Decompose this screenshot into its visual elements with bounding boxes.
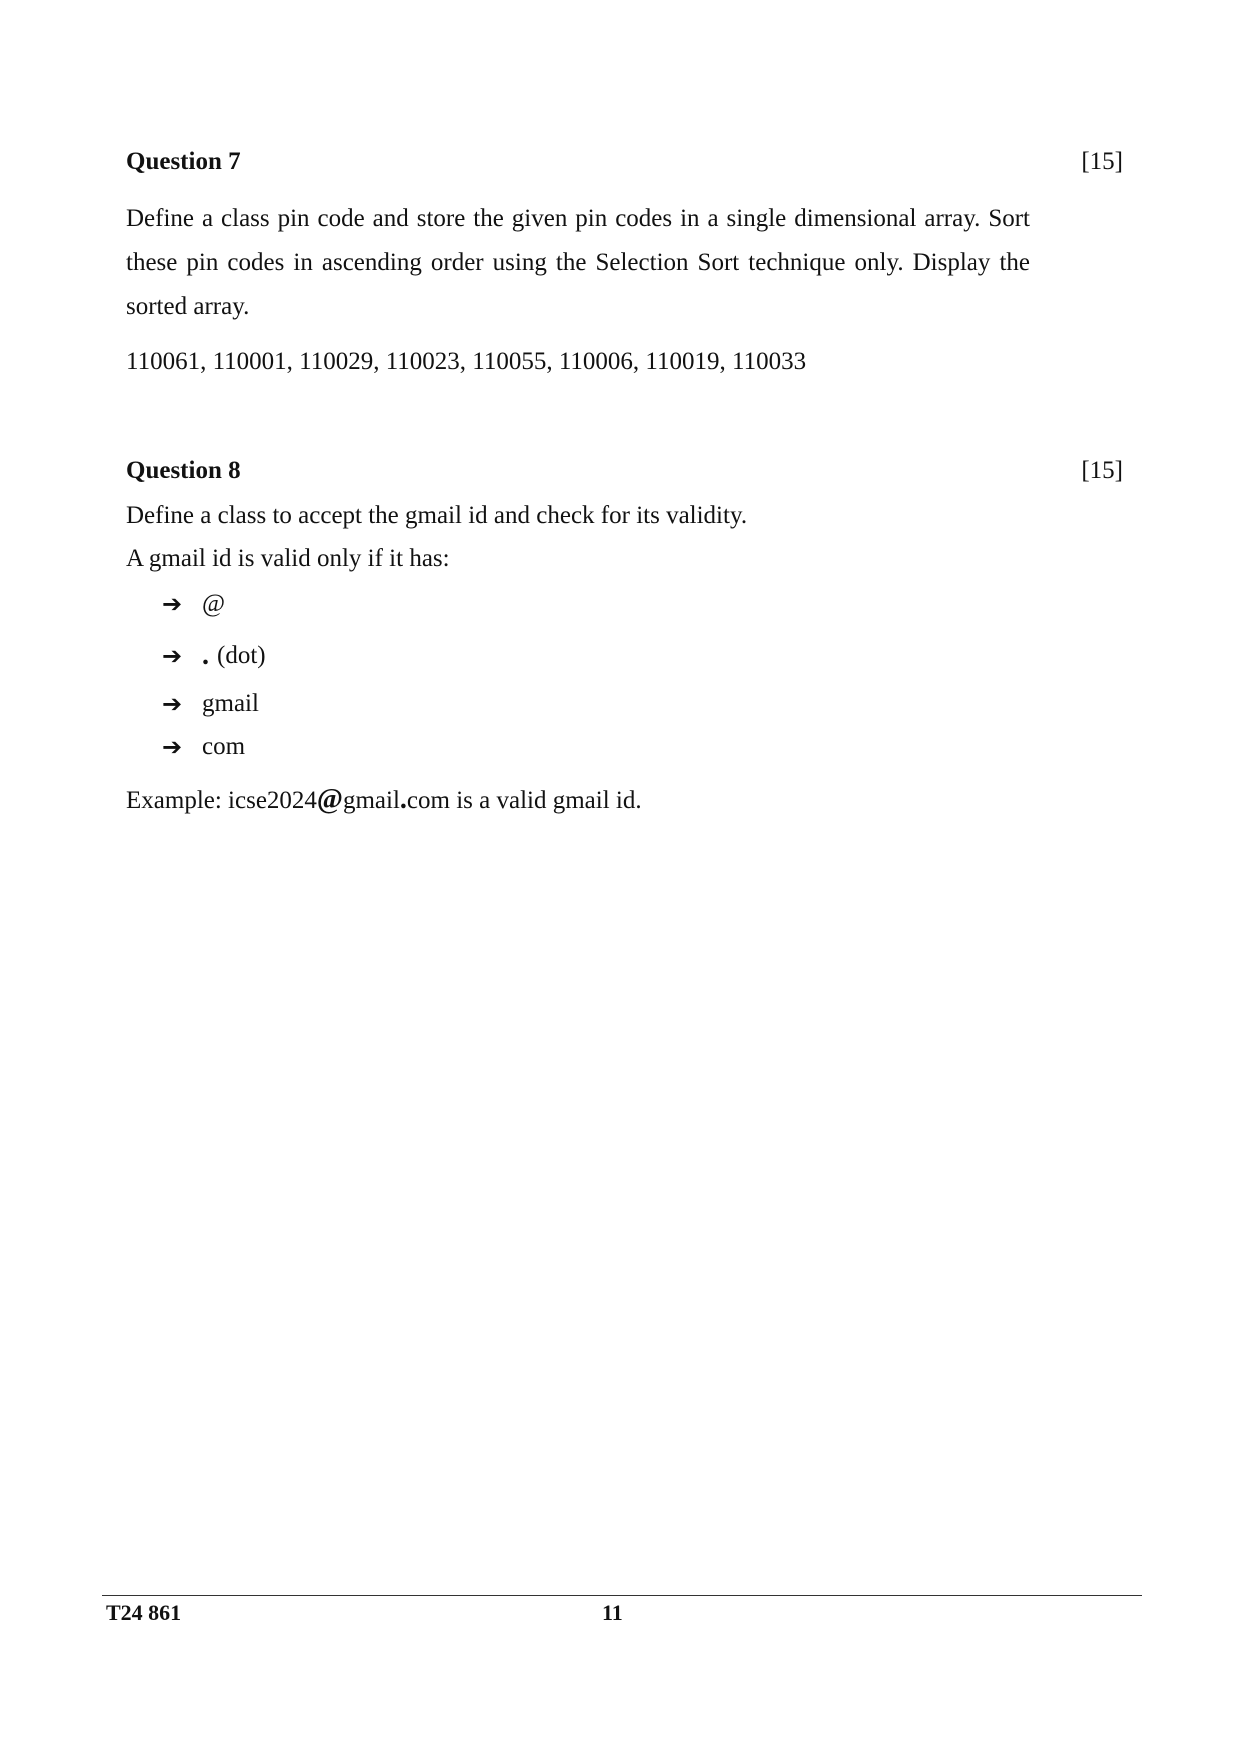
question-8-marks: [15] <box>1081 457 1123 484</box>
arrow-right-icon: ➔ <box>162 690 183 718</box>
condition-com-text: com <box>202 733 246 760</box>
condition-item-com <box>162 733 245 761</box>
footer-page-number: 11 <box>602 1600 623 1625</box>
condition-at-text: @ <box>202 590 226 617</box>
question-8-heading <box>126 457 1123 485</box>
question-7-heading <box>126 148 1123 176</box>
question-7-text: Define a class pin code and store the given pin codes in a single dimensional array. Sort these pin codes in ascending order using the Selection Sort technique only. Display the sorted array. <box>126 205 1030 320</box>
condition-item-dot <box>162 640 266 672</box>
question-8-title: Question 8 <box>126 457 241 484</box>
condition-dot-symbol: . <box>202 640 209 671</box>
condition-gmail-text: gmail <box>202 690 259 717</box>
footer-divider <box>102 1595 1142 1596</box>
question-8-line-2: A gmail id is valid only if it has: <box>126 545 450 572</box>
question-7-title: Question 7 <box>126 148 241 175</box>
example-suffix: com is a valid gmail id. <box>406 787 642 814</box>
question-8-line-1: Define a class to accept the gmail id and check for its validity. <box>126 502 748 529</box>
arrow-right-icon: ➔ <box>162 590 183 618</box>
condition-item-at <box>162 590 225 618</box>
question-7-pin-codes: 110061, 110001, 110029, 110023, 110055, 110006, 110019, 110033 <box>126 348 807 375</box>
example-prefix: Example: icse2024 <box>126 787 317 814</box>
question-7-marks: [15] <box>1081 148 1123 175</box>
arrow-right-icon: ➔ <box>162 733 183 761</box>
condition-item-gmail <box>162 690 259 718</box>
example-middle: gmail <box>342 787 400 814</box>
example-dot: . <box>399 784 407 815</box>
example-at: @ <box>316 784 343 815</box>
footer-paper-code: T24 861 <box>106 1600 182 1625</box>
question-8-example <box>126 778 642 823</box>
condition-dot-label: (dot) <box>217 642 266 669</box>
arrow-right-icon: ➔ <box>162 642 183 670</box>
